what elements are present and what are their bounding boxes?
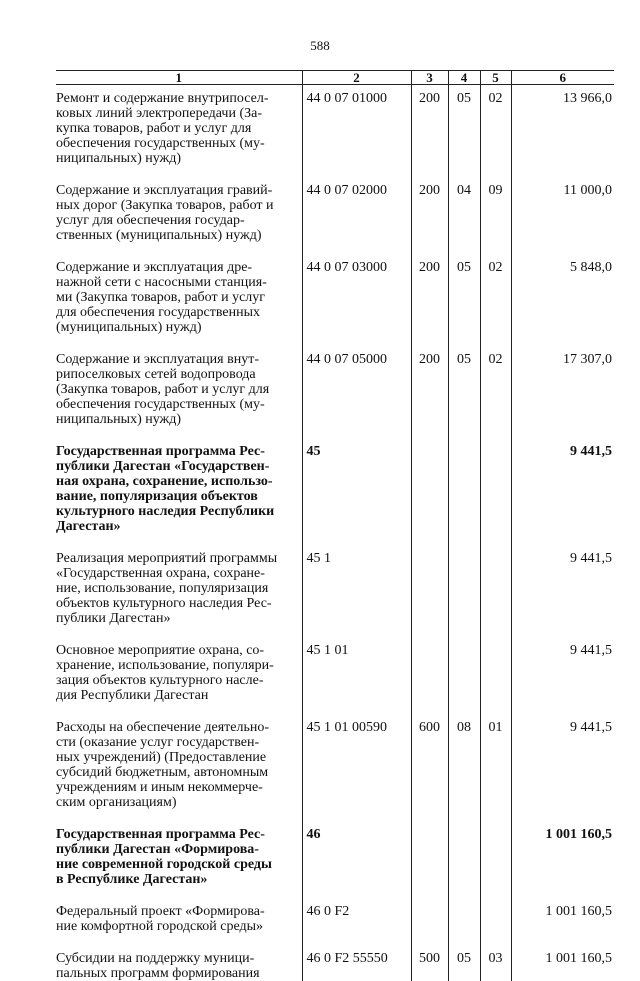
row-name-line: учреждениям и иным некоммерче- [56, 780, 296, 795]
table-row [56, 810, 614, 887]
table-header [56, 71, 614, 85]
table-row [56, 166, 614, 243]
row-amount: 9 441,5 [511, 534, 614, 626]
column-header-5: 5 [480, 71, 511, 85]
table-row [56, 335, 614, 427]
page-number: 588 [0, 38, 640, 54]
row-c3: 200 [411, 243, 448, 335]
row-name-line: Государственная программа Рес- [56, 827, 296, 842]
row-amount: 9 441,5 [511, 703, 614, 810]
row-name-line: ных дорог (Закупка товаров, работ и [56, 198, 296, 213]
row-code: 44 0 07 01000 [302, 85, 411, 167]
row-c5: 02 [480, 335, 511, 427]
row-name-line: ниципальных) нужд) [56, 412, 296, 427]
table-row [56, 534, 614, 626]
row-code: 44 0 07 02000 [302, 166, 411, 243]
row-name [56, 703, 302, 810]
row-c3 [411, 534, 448, 626]
row-name-line: ниципальных) нужд) [56, 151, 296, 166]
row-c5 [480, 626, 511, 703]
row-amount: 1 001 160,5 [511, 810, 614, 887]
row-name-line: Содержание и эксплуатация внут- [56, 352, 296, 367]
budget-table [56, 70, 614, 981]
row-c3: 200 [411, 335, 448, 427]
row-name [56, 534, 302, 626]
row-name-line: купка товаров, работ и услуг для [56, 121, 296, 136]
row-name-line: ние, использование, популяризация [56, 581, 296, 596]
row-name-line: рипоселковых сетей водопровода [56, 367, 296, 382]
row-name-line: ных учреждений) (Предоставление [56, 750, 296, 765]
row-c5 [480, 534, 511, 626]
row-c4: 04 [448, 166, 480, 243]
row-name-line: (Закупка товаров, работ и услуг для [56, 382, 296, 397]
row-code: 46 0 F2 55550 [302, 934, 411, 981]
row-name-line: нажной сети с насосными станция- [56, 275, 296, 290]
row-c4: 05 [448, 934, 480, 981]
column-header-1: 1 [56, 71, 302, 85]
row-name-line: ние современной городской среды [56, 857, 296, 872]
row-c5: 02 [480, 85, 511, 167]
row-name [56, 810, 302, 887]
table-row [56, 427, 614, 534]
row-name-line: зация объектов культурного насле- [56, 673, 296, 688]
header-row [56, 71, 614, 85]
row-code: 45 [302, 427, 411, 534]
column-header-2: 2 [302, 71, 411, 85]
row-code: 46 [302, 810, 411, 887]
row-name-line: ние комфортной городской среды» [56, 919, 296, 934]
row-c4 [448, 810, 480, 887]
table-row [56, 887, 614, 934]
row-code: 44 0 07 05000 [302, 335, 411, 427]
row-amount: 11 000,0 [511, 166, 614, 243]
row-amount: 13 966,0 [511, 85, 614, 167]
row-c5: 09 [480, 166, 511, 243]
table-row [56, 626, 614, 703]
row-name-line: Федеральный проект «Формирова- [56, 904, 296, 919]
table-row [56, 85, 614, 167]
row-name-line: Основное мероприятие охрана, со- [56, 643, 296, 658]
row-amount: 1 001 160,5 [511, 887, 614, 934]
row-c4 [448, 887, 480, 934]
row-c4 [448, 534, 480, 626]
column-header-4: 4 [448, 71, 480, 85]
row-amount: 9 441,5 [511, 427, 614, 534]
row-c3 [411, 427, 448, 534]
row-name-line: для обеспечения государственных [56, 305, 296, 320]
row-c5: 02 [480, 243, 511, 335]
table-row [56, 703, 614, 810]
row-name-line: пальных программ формирования [56, 966, 296, 981]
row-name-line: ная охрана, сохранение, использо- [56, 474, 296, 489]
row-code: 45 1 01 [302, 626, 411, 703]
row-name [56, 166, 302, 243]
row-c4: 08 [448, 703, 480, 810]
row-code: 45 1 01 00590 [302, 703, 411, 810]
row-c5 [480, 887, 511, 934]
row-c4 [448, 626, 480, 703]
row-c3: 500 [411, 934, 448, 981]
row-name-line: Реализация мероприятий программы [56, 551, 296, 566]
row-code: 44 0 07 03000 [302, 243, 411, 335]
column-header-3: 3 [411, 71, 448, 85]
row-name [56, 934, 302, 981]
row-name-line: (муниципальных) нужд) [56, 320, 296, 335]
row-code: 45 1 [302, 534, 411, 626]
row-name-line: обеспечения государственных (му- [56, 397, 296, 412]
row-c3: 200 [411, 85, 448, 167]
row-c4: 05 [448, 85, 480, 167]
row-name-line: Содержание и эксплуатация гравий- [56, 183, 296, 198]
table-body [56, 85, 614, 981]
row-c4 [448, 427, 480, 534]
row-name-line: культурного наследия Республики [56, 504, 296, 519]
row-name-line: обеспечения государственных (му- [56, 136, 296, 151]
column-header-6: 6 [511, 71, 614, 85]
row-c3: 600 [411, 703, 448, 810]
row-name-line: хранение, использование, популяри- [56, 658, 296, 673]
row-name-line: публики Дагестан «Государствен- [56, 459, 296, 474]
row-name [56, 427, 302, 534]
row-name-line: Субсидии на поддержку муници- [56, 951, 296, 966]
row-amount: 5 848,0 [511, 243, 614, 335]
row-c3 [411, 810, 448, 887]
row-name-line: ковых линий электропередачи (За- [56, 106, 296, 121]
row-name-line: публики Дагестан» [56, 611, 296, 626]
row-name-line: дия Республики Дагестан [56, 688, 296, 703]
row-c4: 05 [448, 243, 480, 335]
row-c3 [411, 887, 448, 934]
row-name-line: сти (оказание услуг государствен- [56, 735, 296, 750]
row-name-line: ственных (муниципальных) нужд) [56, 228, 296, 243]
row-name-line: «Государственная охрана, сохране- [56, 566, 296, 581]
table-row [56, 243, 614, 335]
row-amount: 9 441,5 [511, 626, 614, 703]
row-c4: 05 [448, 335, 480, 427]
row-name-line: вание, популяризация объектов [56, 489, 296, 504]
row-name-line: объектов культурного наследия Рес- [56, 596, 296, 611]
table-row [56, 934, 614, 981]
row-c5: 01 [480, 703, 511, 810]
row-name [56, 887, 302, 934]
row-name [56, 243, 302, 335]
row-c3 [411, 626, 448, 703]
row-name-line: Ремонт и содержание внутрипосел- [56, 91, 296, 106]
row-amount: 1 001 160,5 [511, 934, 614, 981]
row-name-line: в Республике Дагестан» [56, 872, 296, 887]
row-name [56, 626, 302, 703]
row-name [56, 85, 302, 167]
row-c5 [480, 810, 511, 887]
row-code: 46 0 F2 [302, 887, 411, 934]
row-name-line: Расходы на обеспечение деятельно- [56, 720, 296, 735]
row-name-line: ми (Закупка товаров, работ и услуг [56, 290, 296, 305]
row-c3: 200 [411, 166, 448, 243]
row-amount: 17 307,0 [511, 335, 614, 427]
row-name-line: публики Дагестан «Формирова- [56, 842, 296, 857]
row-name-line: ским организациям) [56, 795, 296, 810]
row-name-line: Государственная программа Рес- [56, 444, 296, 459]
row-name-line: Содержание и эксплуатация дре- [56, 260, 296, 275]
row-name [56, 335, 302, 427]
row-c5: 03 [480, 934, 511, 981]
row-name-line: субсидий бюджетным, автономным [56, 765, 296, 780]
row-name-line: Дагестан» [56, 519, 296, 534]
row-name-line: услуг для обеспечения государ- [56, 213, 296, 228]
row-c5 [480, 427, 511, 534]
